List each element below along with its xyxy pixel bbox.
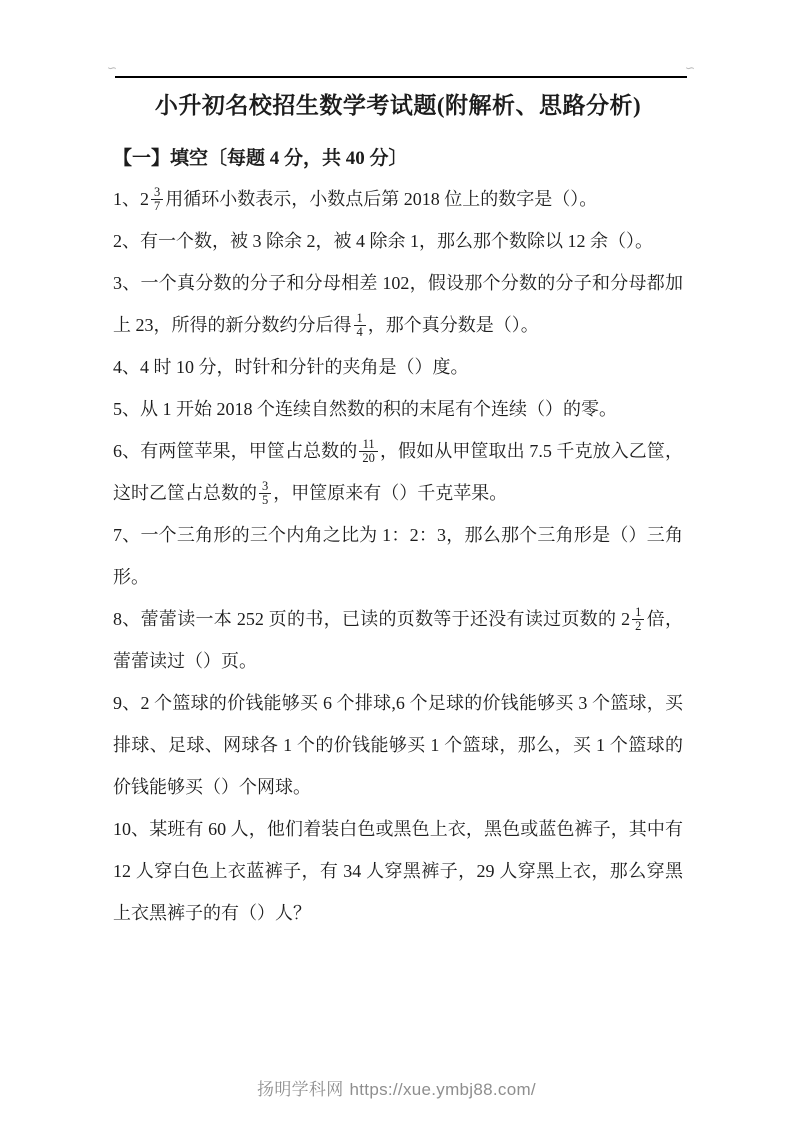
section-header: 【一】填空〔每题 4 分，共 40 分〕 bbox=[113, 148, 408, 169]
question-list bbox=[113, 178, 683, 934]
question-4: 4、4 时 10 分，时针和分针的夹角是（）度。 bbox=[113, 357, 469, 377]
question-1: 1、2 $\frac{3}{7}$ 用循环小数表示，小数点后第 2018 位上的数字是（）。 bbox=[113, 185, 598, 214]
footer-site-name: 扬明学科网 bbox=[257, 1080, 344, 1099]
question-10: 10、某班有 60 人，他们着装白色或黑色上衣，黑色或蓝色裤子，其中有 12 人穿白色上衣蓝裤子，有 34 人穿黑裤子，29 人穿黑上衣，那么穿黑上衣黑裤子的有（）人？ bbox=[113, 819, 683, 923]
fraction: $\frac{3}{7}$ bbox=[151, 186, 163, 213]
question-9: 9、2 个篮球的价钱能够买 6 个排球,6 个足球的价钱能够买 3 个篮球，买排球、足球、网球各 1 个的价钱能够买 1 个篮球，那么，买 1 个篮球的价钱能够买（）个网球。 bbox=[113, 693, 683, 797]
fraction: $\frac{11}{20}$ bbox=[359, 438, 378, 465]
footer bbox=[0, 1075, 793, 1100]
fraction: $\frac{3}{5}$ bbox=[259, 480, 271, 507]
page-title: 小升初名校招生数学考试题(附解析、思路分析) bbox=[154, 93, 642, 118]
question-6: 6、有两筐苹果，甲筐占总数的 $\frac{11}{20}$ ，假如从甲筐取出 7.5 千克放入乙筐，这时乙筐占总数的 $\frac{3}{5}$ ，甲筐原来有（）千克苹果。 bbox=[113, 437, 684, 508]
question-5: 5、从 1 开始 2018 个连续自然数的积的末尾有个连续（）的零。 bbox=[113, 399, 617, 419]
question-7: 7、一个三角形的三个内角之比为 1：2：3，那么那个三角形是（）三角形。 bbox=[113, 525, 683, 587]
fraction: $\frac{1}{2}$ bbox=[632, 606, 644, 633]
footer-url: https://xue.ymbj88.com/ bbox=[349, 1080, 536, 1099]
question-3: 3、一个真分数的分子和分母相差 102，假设那个分数的分子和分母都加上 23，所得的新分数约分后得 $\frac{1}{4}$ ，那个真分数是（）。 bbox=[113, 273, 683, 340]
question-8: 8、蕾蕾读一本 252 页的书，已读的页数等于还没有读过页数的 2 $\frac{1}{2}$ 倍，蕾蕾读过（）页。 bbox=[113, 605, 684, 671]
question-2: 2、有一个数，被 3 除余 2，被 4 除余 1，那么那个数除以 12 余（）。 bbox=[113, 231, 653, 251]
fraction: $\frac{1}{4}$ bbox=[354, 312, 366, 339]
top-rule bbox=[115, 76, 687, 78]
